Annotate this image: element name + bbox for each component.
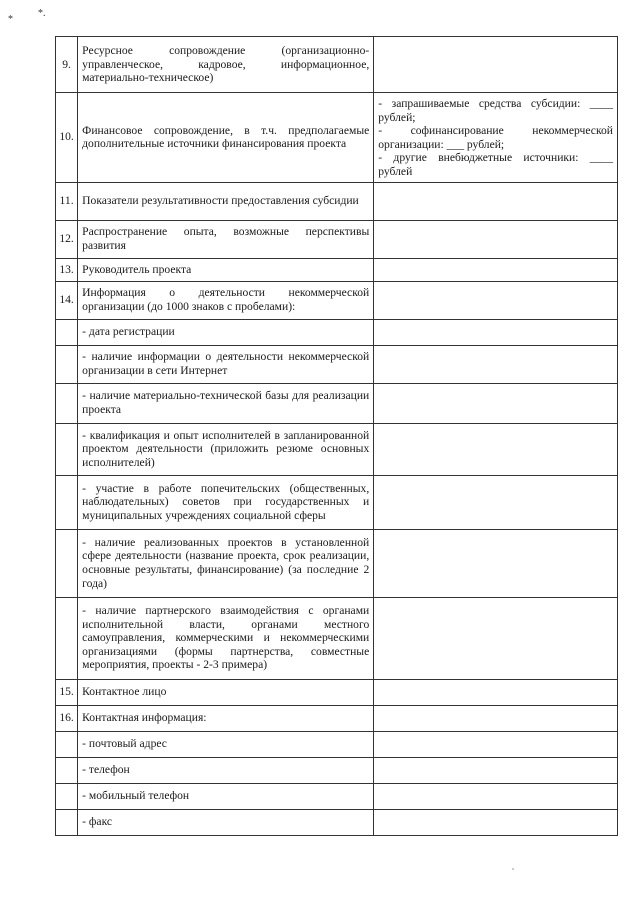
scan-speck: *. [38,8,46,19]
scan-speck: * [8,14,13,25]
row-description: Показатели результативности предоставления субсидии [78,182,374,220]
row-number: 14. [56,281,78,319]
row-description: Контактная информация: [78,705,374,731]
table-row [56,281,618,319]
table-row [56,705,618,731]
table-row [56,783,618,809]
table-row [56,182,618,220]
row-value-cell[interactable] [374,319,618,345]
table-row [56,679,618,705]
table-row [56,93,618,183]
row-number [56,383,78,423]
row-number [56,731,78,757]
table-row [56,423,618,475]
row-number: 16. [56,705,78,731]
row-description: Финансовое сопровождение, в т.ч. предполагаемые дополнительные источники финансирования проекта [78,93,374,183]
table-row [56,37,618,93]
row-value-cell[interactable] [374,731,618,757]
row-description: - дата регистрации [78,319,374,345]
row-value-cell[interactable] [374,529,618,597]
row-value-cell[interactable] [374,281,618,319]
row-value-cell[interactable] [374,182,618,220]
table-row [56,809,618,835]
row-number: 9. [56,37,78,93]
row-number: 11. [56,182,78,220]
row-description: Контактное лицо [78,679,374,705]
row-value-cell[interactable] [374,258,618,281]
row-value-cell[interactable] [374,37,618,93]
table-row [56,383,618,423]
table-row [56,757,618,783]
row-number [56,423,78,475]
row-value-cell[interactable] [374,383,618,423]
row-number: 12. [56,220,78,258]
row-number: 13. [56,258,78,281]
row-value-cell[interactable] [374,93,618,183]
row-description: Руководитель проекта [78,258,374,281]
application-form-table [55,36,618,836]
row-number: 15. [56,679,78,705]
scan-dot [512,868,514,870]
row-description: - наличие материально-технической базы для реализации проекта [78,383,374,423]
row-description: Информация о деятельности некоммерческой организации (до 1000 знаков с пробелами): [78,281,374,319]
row-value-cell[interactable] [374,345,618,383]
row-description: Распространение опыта, возможные перспективы развития [78,220,374,258]
row-value-cell[interactable] [374,783,618,809]
table-row [56,345,618,383]
row-description: - квалификация и опыт исполнителей в запланированной проектом деятельности (приложить резюме основных исполнителей) [78,423,374,475]
row-number [56,809,78,835]
row-number: 10. [56,93,78,183]
row-value-cell[interactable] [374,597,618,679]
row-number [56,529,78,597]
row-value-cell[interactable] [374,679,618,705]
table-row [56,529,618,597]
row-description: - телефон [78,757,374,783]
row-value-cell[interactable] [374,475,618,529]
row-number [56,597,78,679]
row-number [56,757,78,783]
row-description: - почтовый адрес [78,731,374,757]
row-description: - участие в работе попечительских (общественных, наблюдательных) советов при государственных и муниципальных учреждениях социальной сферы [78,475,374,529]
row-number [56,345,78,383]
table-row [56,220,618,258]
row-value-cell[interactable] [374,220,618,258]
row-description: - наличие реализованных проектов в установленной сфере деятельности (название проекта, срок реализации, основные результаты, финансирование) (за последние 2 года) [78,529,374,597]
table-row [56,258,618,281]
cofinancing-line: - софинансирование некоммерческой организации: ___ рублей; [378,124,613,151]
table-row [56,319,618,345]
row-value-cell[interactable] [374,423,618,475]
row-number [56,783,78,809]
row-number [56,319,78,345]
row-value-cell[interactable] [374,757,618,783]
row-value-cell[interactable] [374,809,618,835]
table-row [56,597,618,679]
row-value-cell[interactable] [374,705,618,731]
row-description: - факс [78,809,374,835]
row-number [56,475,78,529]
table-row [56,475,618,529]
row-description: - наличие информации о деятельности некоммерческой организации в сети Интернет [78,345,374,383]
other-sources-line: - другие внебюджетные источники: ____ рублей [378,151,613,178]
row-description: - мобильный телефон [78,783,374,809]
row-description: Ресурсное сопровождение (организационно-управленческое, кадровое, информационное, материально-техническое) [78,37,374,93]
requested-subsidy-line: - запрашиваемые средства субсидии: ____ рублей; [378,97,613,124]
row-description: - наличие партнерского взаимодействия с органами исполнительной власти, органами местного самоуправления, коммерческими и некоммерческими организациями (формы партнерства, совместные мероприятия, проекты - 2-3 примера) [78,597,374,679]
table-row [56,731,618,757]
